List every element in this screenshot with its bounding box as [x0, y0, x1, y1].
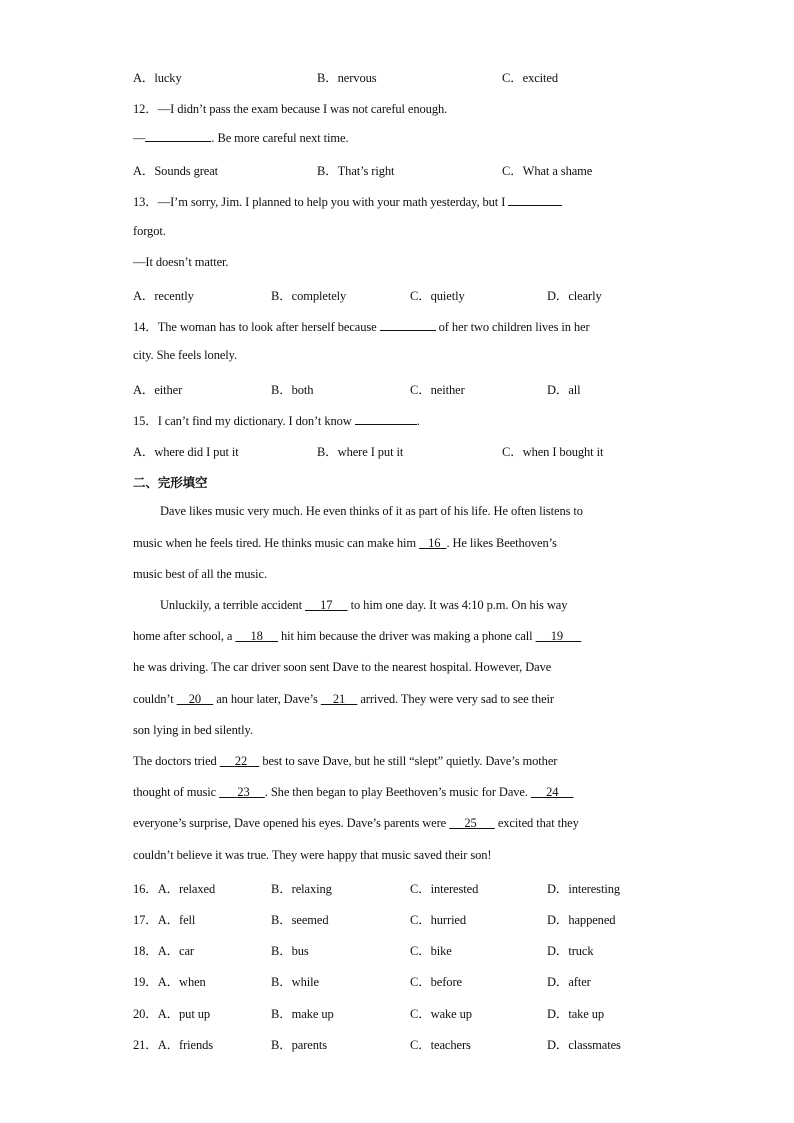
- q19-option-a: 19．A．when: [133, 975, 206, 989]
- q18-option-b: B．bus: [271, 944, 309, 958]
- passage-p1-line3: music best of all the music.: [133, 567, 267, 581]
- q13-stem: 13．—I’m sorry, Jim. I planned to help you with your math yesterday, but I: [133, 192, 562, 210]
- blank-23: 23: [237, 785, 250, 799]
- q13-option-d: D．clearly: [547, 289, 602, 303]
- q21-option-b: B．parents: [271, 1038, 328, 1052]
- q20-option-d: D．take up: [547, 1007, 605, 1021]
- q21-option-d: D．classmates: [547, 1038, 621, 1052]
- q16-option-d: D．interesting: [547, 882, 620, 896]
- q14-option-b: B．both: [271, 383, 314, 397]
- passage-p2-line5: son lying in bed silently.: [133, 723, 253, 737]
- blank-18: 18: [250, 629, 263, 643]
- q21-options: [133, 1035, 693, 1053]
- q13-option-a: A．recently: [133, 289, 194, 303]
- q20-option-a: 20．A．put up: [133, 1007, 211, 1021]
- q12-option-b: B．That’s right: [317, 164, 395, 178]
- q13-blank: [508, 194, 562, 206]
- q15-option-a: A．where did I put it: [133, 445, 239, 459]
- q16-options: [133, 879, 693, 897]
- q12-option-c: C．What a shame: [502, 164, 593, 178]
- blank-25: 25: [464, 816, 477, 830]
- q19-option-c: C．before: [410, 975, 462, 989]
- q17-option-a: 17．A．fell: [133, 913, 196, 927]
- q21-option-a: 21．A．friends: [133, 1038, 214, 1052]
- q11-option-a: A．lucky: [133, 71, 182, 85]
- blank-19: 19: [550, 629, 564, 643]
- q17-option-c: C．hurried: [410, 913, 467, 927]
- q14-option-d: D．all: [547, 383, 581, 397]
- passage-p3-line1: The doctors tried 22 best to save Dave, but he still “slept” quietly. Dave’s mother: [133, 754, 558, 768]
- q17-option-b: B．seemed: [271, 913, 329, 927]
- passage-p1-line1: Dave likes music very much. He even thinks of it as part of his life. He often listens to: [160, 504, 583, 518]
- q20-option-b: B．make up: [271, 1007, 334, 1021]
- q14-option-c: C．neither: [410, 383, 465, 397]
- q12-options: [133, 161, 693, 179]
- q12-reply: — . Be more careful next time.: [133, 131, 349, 145]
- passage-p2-line2: home after school, a 18 hit him because the driver was making a phone call 19: [133, 629, 581, 644]
- passage-p3-line3: everyone’s surprise, Dave opened his eyes. Dave’s parents were 25 excited that they: [133, 816, 579, 830]
- q20-options: [133, 1004, 693, 1022]
- q19-option-d: D．after: [547, 975, 591, 989]
- q18-option-d: D．truck: [547, 944, 594, 958]
- q13-options: [133, 286, 693, 304]
- passage-p2-line3: he was driving. The car driver soon sent Dave to the nearest hospital. However, Dave: [133, 660, 552, 674]
- q15-option-c: C．when I bought it: [502, 445, 604, 459]
- blank-17: 17: [320, 598, 333, 612]
- q15-stem: 15．I can’t find my dictionary. I don’t know .: [133, 414, 420, 428]
- q13-option-c: C．quietly: [410, 289, 465, 303]
- q11-option-c: C．excited: [502, 71, 559, 85]
- q16-option-a: 16．A．relaxed: [133, 882, 216, 896]
- blank-16: 16: [428, 536, 441, 550]
- q14-options: [133, 380, 693, 398]
- q15-options: [133, 442, 693, 460]
- q17-option-d: D．happened: [547, 913, 616, 927]
- q11-option-b: B．nervous: [317, 71, 377, 85]
- passage-p3-line2: thought of music 23 . She then began to play Beethoven’s music for Dave. 24: [133, 785, 574, 800]
- blank-22: 22: [234, 754, 248, 768]
- blank-20: 20: [188, 692, 202, 706]
- q19-option-b: B．while: [271, 975, 319, 989]
- q17-options: [133, 910, 693, 928]
- passage-p2-line1: Unluckily, a terrible accident 17 to him one day. It was 4:10 p.m. On his way: [160, 598, 568, 612]
- q20-option-c: C．wake up: [410, 1007, 472, 1021]
- q14-option-a: A．either: [133, 383, 183, 397]
- q14-stem: 14．The woman has to look after herself because of her two children lives in her: [133, 320, 590, 334]
- q12-blank: [145, 130, 211, 142]
- q13-reply: —It doesn’t matter.: [133, 255, 229, 269]
- passage-p3-line4: couldn’t believe it was true. They were happy that music saved their son!: [133, 848, 492, 862]
- q19-options: [133, 972, 693, 990]
- blank-21: 21: [332, 692, 346, 706]
- passage-p1-line2: music when he feels tired. He thinks music can make him 16 . He likes Beethoven’s: [133, 536, 557, 550]
- q12-option-a: A．Sounds great: [133, 164, 219, 178]
- q14-blank: [380, 319, 436, 331]
- section-heading: 二、完形填空: [133, 475, 208, 490]
- q16-option-c: C．interested: [410, 882, 479, 896]
- q11-options: [133, 68, 693, 86]
- q18-option-a: 18．A．car: [133, 944, 194, 958]
- blank-24: 24: [546, 785, 559, 799]
- passage-p2-line4: couldn’t 20 an hour later, Dave’s 21 arrived. They were very sad to see their: [133, 692, 554, 706]
- q16-option-b: B．relaxing: [271, 882, 332, 896]
- q13-stem-cont: forgot.: [133, 224, 166, 238]
- q18-options: [133, 941, 693, 959]
- q15-blank: [355, 413, 417, 425]
- q12-stem: 12．—I didn’t pass the exam because I was not careful enough.: [133, 102, 448, 116]
- q14-stem-cont: city. She feels lonely.: [133, 348, 238, 362]
- q15-option-b: B．where I put it: [317, 445, 404, 459]
- q21-option-c: C．teachers: [410, 1038, 471, 1052]
- q13-option-b: B．completely: [271, 289, 347, 303]
- q18-option-c: C．bike: [410, 944, 452, 958]
